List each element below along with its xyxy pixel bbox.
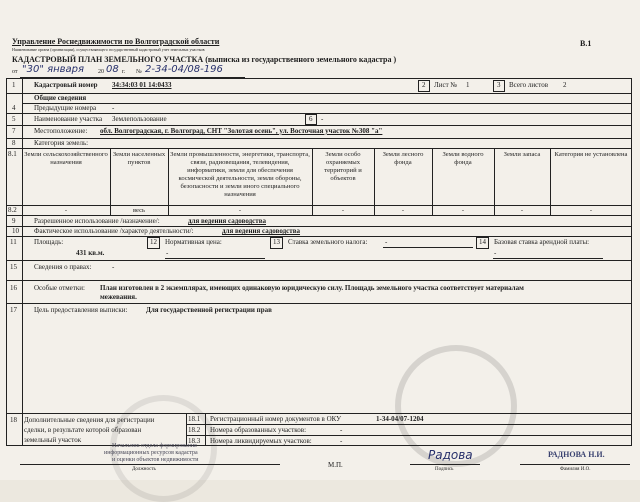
row-number: 17 <box>10 306 17 314</box>
category-agricultural-value: - <box>64 207 68 214</box>
category-forest-value: - <box>401 207 405 214</box>
category-industry-header: Земли промышленности, энергетики, транспорта, связи, радиовещания, телевидения, информатики, земли для обеспечения космической деятельности, земли обороны, безопасности и земли иного специального назначения <box>170 151 310 198</box>
category-forest-header: Земли лесного фонда <box>382 151 424 166</box>
parcel-name-label: Наименование участка <box>34 115 103 123</box>
category-reserve-value: - <box>520 207 524 214</box>
row-number: 12 <box>150 238 157 246</box>
cadastral-number-label: Кадастровый номер <box>34 81 98 89</box>
liquidated-parcels-value: - <box>340 437 343 445</box>
previous-numbers-value: - <box>112 104 115 112</box>
sheet-box-number: 2 <box>422 81 426 89</box>
actual-use-label: Фактическое использование /характер деятельности/: <box>34 227 194 235</box>
row-number: 8.2 <box>8 206 17 214</box>
row-number: 9 <box>12 217 16 225</box>
total-sheets-value: 2 <box>563 81 567 89</box>
position-stamp-line3: и оценки объектов недвижимости <box>112 457 199 463</box>
general-info-heading: Общие сведения <box>34 94 87 102</box>
number-column-divider <box>22 78 23 446</box>
number-handwritten: 2-34-04/08-196 <box>145 64 223 75</box>
rights-info-value: - <box>112 263 115 271</box>
number-prefix: № <box>136 69 142 75</box>
row-number: 16 <box>10 284 17 292</box>
category-protected-value: - <box>341 207 345 214</box>
normative-price-label: Нормативная цена: <box>165 238 222 246</box>
normative-price-value: - <box>166 249 169 257</box>
base-rent-rate-value: - <box>494 249 497 257</box>
row-number: 13 <box>273 238 280 246</box>
category-protected-header: Земли особо охраняемых территорий и объектов <box>324 151 362 182</box>
formed-parcels-label: Номера образованных участков: <box>210 426 307 434</box>
total-sheets-label: Всего листов <box>509 81 549 89</box>
category-water-header: Земли водного фонда <box>442 151 484 166</box>
category-settlements-header: Земли населенных пунктов <box>112 151 166 166</box>
row-number: 4 <box>12 104 16 112</box>
official-name: РАДНОВА Н.И. <box>548 450 605 459</box>
category-unset-header: Категория не установлена <box>554 151 628 158</box>
row-number: 18.2 <box>188 426 201 434</box>
row6-value: - <box>321 115 324 123</box>
actual-use-value: для ведения садоводства <box>222 227 301 235</box>
extract-purpose-label: Цель предоставления выписки: <box>34 306 128 314</box>
additional-info-label-line3: земельный участок <box>24 436 82 444</box>
category-settlements-value: весь <box>132 207 146 214</box>
row-number: 10 <box>12 227 19 235</box>
cadastral-number-value: 34:34:03 01 14:0433 <box>112 81 172 89</box>
org-name: Управление Роснедвижимости по Волгоградской области <box>12 37 220 46</box>
sheet-label: Лист № <box>434 81 458 89</box>
land-tax-rate-value: - <box>385 238 388 246</box>
signature-label: Подпись <box>435 467 454 472</box>
position-stamp-line1: Начальник отдела формирования <box>112 443 197 449</box>
row-number: 18.1 <box>188 415 201 423</box>
previous-numbers-label: Предыдущие номера <box>34 104 97 112</box>
extract-purpose-value: Для государственной регистрации прав <box>146 306 272 314</box>
parcel-name-value: Землепользование <box>112 115 167 123</box>
row-number: 1 <box>12 81 16 89</box>
seal-label: М.П. <box>328 461 343 469</box>
permitted-use-value: для ведения садоводства <box>188 217 267 225</box>
permitted-use-label: Разрешенное использование /назначение/: <box>34 217 160 225</box>
sheet-value: 1 <box>466 81 470 89</box>
special-marks-value-line1: План изготовлен в 2 экземплярах, имеющих одинаковую юридическую силу. Площадь земельного участка соответствует материалам <box>100 284 524 292</box>
location-label: Местоположение: <box>34 127 88 135</box>
registration-number-value: 1-34-04/07-1204 <box>376 415 424 423</box>
land-category-label: Категория земель: <box>34 139 89 147</box>
land-tax-rate-label: Ставка земельного налога: <box>288 238 368 246</box>
row-number: 7 <box>12 127 16 135</box>
additional-info-label-line1: Дополнительные сведения для регистрации <box>24 416 155 424</box>
liquidated-parcels-label: Номера ликвидируемых участков: <box>210 437 312 445</box>
row-number: 5 <box>12 115 16 123</box>
row-number: 15 <box>10 263 17 271</box>
rights-info-label: Сведения о правах: <box>34 263 92 271</box>
year-suffix: г. <box>122 69 126 75</box>
signature: Радова <box>428 448 473 462</box>
date-handwritten: "30" января <box>22 64 85 75</box>
category-industry-value: - <box>238 207 242 214</box>
row-number: 18 <box>10 416 17 424</box>
category-unset-value: - <box>589 207 593 214</box>
document-title: КАДАСТРОВЫЙ ПЛАН ЗЕМЕЛЬНОГО УЧАСТКА (выписка из государственного земельного кадастра ) <box>12 55 397 64</box>
row-number: 14 <box>479 238 486 246</box>
area-label: Площадь: <box>34 238 64 246</box>
year-handwritten: 08 <box>106 64 119 75</box>
name-label: Фамилия И.О. <box>560 467 591 472</box>
area-value: 431 кв.м. <box>76 249 105 257</box>
org-subtitle: Наименование органа (организации), осуществляющего государственный кадастровый учет земельных участков <box>12 47 205 52</box>
position-stamp-line2: информационных ресурсов кадастра <box>104 450 198 456</box>
total-box-number: 3 <box>497 81 501 89</box>
category-reserve-header: Земли запаса <box>503 151 541 158</box>
row-number: 18.3 <box>188 437 201 445</box>
row-number: 6 <box>309 115 313 123</box>
row-number: 8 <box>12 139 16 147</box>
position-label: Должность <box>132 467 156 472</box>
form-code: В.1 <box>580 39 592 48</box>
date-prefix: от <box>12 69 18 75</box>
formed-parcels-value: - <box>340 426 343 434</box>
row-number: 11 <box>10 238 17 246</box>
year-prefix: 20 <box>98 69 104 75</box>
category-water-value: - <box>461 207 465 214</box>
additional-info-label-line2: сделки, в результате которой образован <box>24 426 142 434</box>
special-marks-value-line2: межевания. <box>100 293 137 301</box>
category-agricultural-header: Земли сельскохозяйственного назначения <box>24 151 108 166</box>
location-value: обл. Волгоградская, г. Волгоград, СНТ "Золотая осень", ул. Восточная участок №308 "а" <box>100 127 383 135</box>
base-rent-rate-label: Базовая ставка арендной платы: <box>494 238 590 246</box>
registration-number-label: Регистрационный номер документов в ОКУ <box>210 415 342 423</box>
special-marks-label: Особые отметки: <box>34 284 85 292</box>
row-number: 8.1 <box>8 150 17 158</box>
